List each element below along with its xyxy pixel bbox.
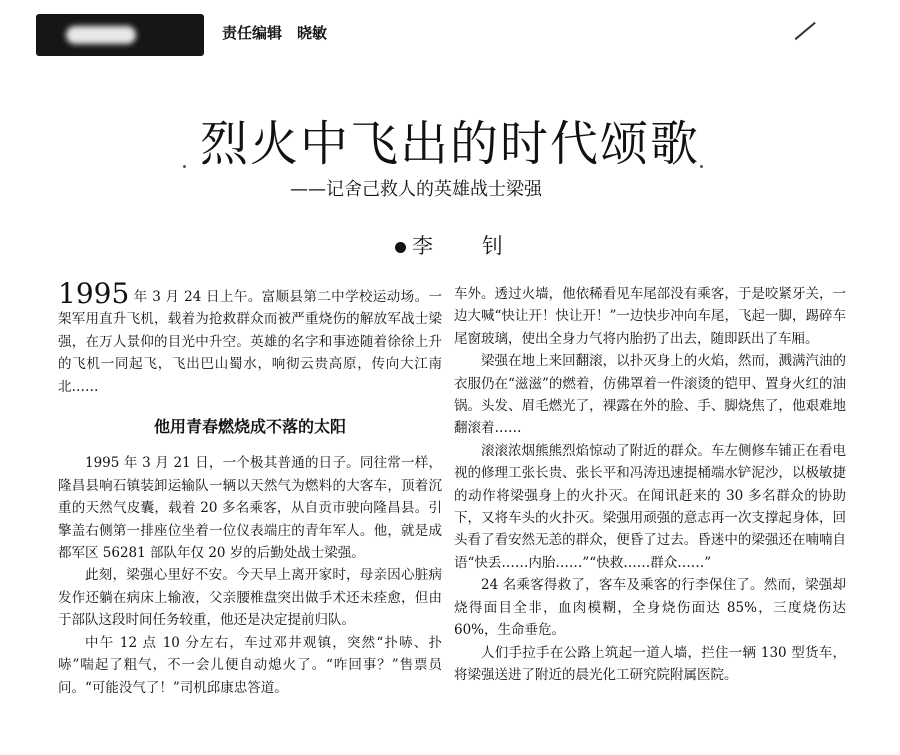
print-speck bbox=[183, 165, 186, 168]
body-paragraph: 此刻，梁强心里好不安。今天早上离开家时，母亲因心脏病发作还躺在病床上输液，父亲腰椎盘突出做手术还未痊愈，但由于部队这段时间任务较重，他还是决定提前归队。 bbox=[58, 567, 442, 629]
byline bbox=[395, 230, 517, 260]
body-paragraph: 人们手拉手在公路上筑起一道人墙，拦住一辆 130 型货车，将梁强送进了附近的晨光化工研究院附属医院。 bbox=[454, 644, 846, 683]
article-title: 烈火中飞出的时代颂歌 bbox=[199, 116, 700, 173]
print-speck bbox=[700, 165, 703, 168]
right-column bbox=[454, 283, 846, 686]
article-subtitle: ——记舍己救人的英雄战士梁强 bbox=[290, 179, 542, 200]
section-heading: 他用青春燃烧成不落的太阳 bbox=[153, 417, 346, 437]
body-paragraph: 梁强在地上来回翻滚，以扑灭身上的火焰，然而，溅满汽油的衣服仍在“滋滋”的燃着，仿佛罩着一件滚烫的铠甲、置身火红的油锅。头发、眉毛燃光了，裸露在外的脸、手、脚烧焦了，他艰难地翻滚着…… bbox=[454, 353, 846, 437]
body-paragraph: 滚滚浓烟熊熊烈焰惊动了附近的群众。车左侧修车铺正在看电视的修理工张长贵、张长平和冯涛迅速提桶端水铲泥沙，以极敏捷的动作将梁强身上的火扑灭。在闻讯赶来的 30 多名群众的协助下，又将车头的火扑灭。梁强用顽强的意志再一次支撑起身体，回头看了看安然无恙的群众，便昏了过去。昏迷中的梁强还在喃喃自语“快丢……内胎……”“快救……群众……” bbox=[454, 442, 846, 571]
body-paragraph: 1995 年 3 月 21 日，一个极其普通的日子。同往常一样，隆昌县响石镇装卸运输队一辆以天然气为燃料的大客车，顶着沉重的天然气皮囊，载着 20 多名乘客，从自贡市驶向隆昌县。引擎盖右侧第一排座位坐着一位仪表端庄的青年军人。他，就是成都军区 56281 部队年仅 20 岁的后勤处战士梁强。 bbox=[58, 455, 442, 562]
left-column bbox=[58, 277, 442, 699]
pen-mark bbox=[795, 22, 816, 40]
body-paragraph: 中午 12 点 10 分左右，车过邓井观镇，突然“扑哧、扑哧”喘起了粗气，不一会儿便自动熄火了。“咋回事？”售票员问。“可能没气了！”司机邱康忠答道。 bbox=[58, 634, 442, 696]
continued-paragraph: 车外。透过火墙，他依稀看见车尾部没有乘客，于是咬紧牙关，一边大喊“快让开！快让开！”一边快步冲向车尾，飞起一脚，踢碎车尾窗玻璃，使出全身力气将内胎扔了出去，随即跃出了车厢。 bbox=[454, 286, 846, 347]
redacted-logo-block bbox=[36, 14, 204, 56]
lead-year: 1995 bbox=[58, 277, 130, 310]
lead-text: 年 3 月 24 日上午。富顺县第二中学校运动场。一架军用直升飞机，载着为抢救群众而被严重烧伤的解放军战士梁强，在万人景仰的目光中升空。英雄的名字和事迹随着徐徐上升的飞机一同起飞，飞出巴山蜀水，响彻云贵高原，传向大江南北…… bbox=[58, 289, 442, 395]
body-paragraph: 24 名乘客得救了，客车及乘客的行李保住了。然而，梁强却烧得面目全非，血肉模糊，全身烧伤面达 85%，三度烧伤达 60%，生命垂危。 bbox=[454, 577, 846, 639]
editor-credit: 责任编辑 晓敏 bbox=[222, 24, 328, 42]
author-name: 李 钊 bbox=[412, 234, 517, 258]
bullet-icon bbox=[395, 242, 406, 253]
lead-paragraph bbox=[58, 277, 442, 398]
